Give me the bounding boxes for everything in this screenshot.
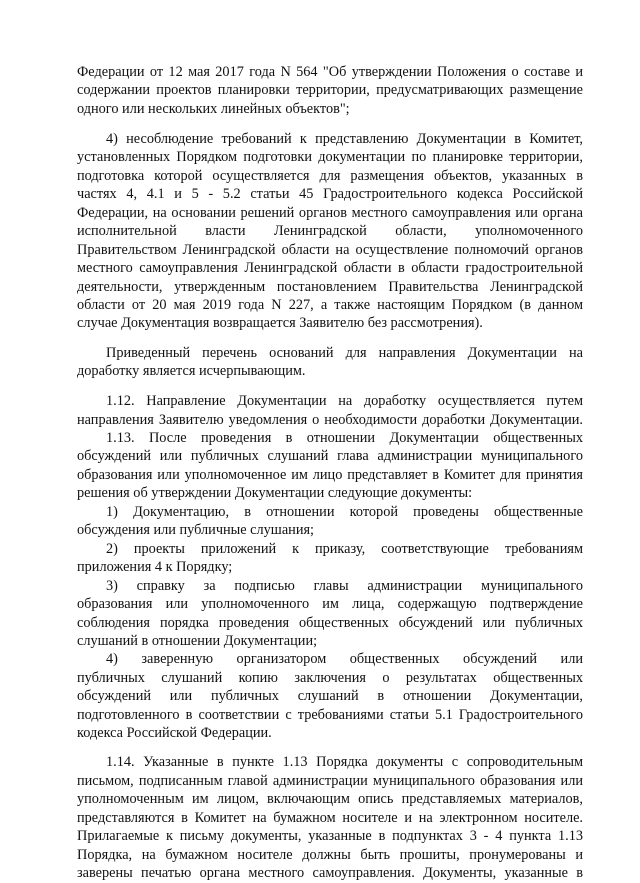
text-line: решения об утверждении Документации следующие документы: [77,485,473,501]
text-line: деятельности, утвержденным постановлением Правительства Ленинградской [77,279,583,295]
text-line: местного самоуправления Ленинградской области в области градостроительной [77,260,583,276]
text-line: случае Документация возвращается Заявителю без рассмотрения). [77,315,483,331]
text-line: Приведенный перечень оснований для направления Документации на [106,345,583,361]
text-line: установленных Порядком подготовки документации по планировке территории, [77,149,583,165]
text-line: 3) справку за подписью главы администрации муниципального [106,578,583,594]
text-line: 4) заверенную организатором общественных обсуждений или [106,651,583,667]
text-line: Федерации, на основании решений органов местного самоуправления или органа [77,205,583,221]
text-line: 4) несоблюдение требований к представлению Документации в Комитет, [106,131,583,147]
text-line: кодекса Российской Федерации. [77,725,272,741]
text-line: публичных слушаний копию заключения о результатах общественных [77,670,583,686]
text-line: Порядка, на бумажном носителе должны быть прошиты, пронумерованы и [77,847,583,863]
text-line: 1.12. Направление Документации на доработку осуществляется путем [106,393,583,409]
text-line: приложения 4 к Порядку; [77,559,233,575]
text-line: подготовка которой осуществляется для размещения объектов, указанных в [77,168,583,184]
text-line: Правительством Ленинградской области на осуществление полномочий органов [77,242,583,258]
text-line: уполномоченным им лицом, включающим опись представляемых материалов, [77,791,583,807]
text-line: исполнительной власти Ленинградской области, уполномоченного [77,223,583,239]
text-line: доработку является исчерпывающим. [77,363,306,379]
text-line: частях 4, 4.1 и 5 - 5.2 статьи 45 Градостроительного кодекса Российской [77,186,583,202]
text-line: 1) Документацию, в отношении которой проведены общественные [106,504,583,520]
text-line: подготовленного в соответствии с требованиями статьи 5.1 Градостроительного [77,707,583,723]
text-line: соблюдения порядка проведения общественных обсуждений или публичных [77,615,583,631]
text-line: 1.13. После проведения в отношении Документации общественных [106,430,583,446]
text-line: представляются в Комитет на бумажном носителе и на электронном носителе. [77,810,583,826]
text-line: образования или уполномоченного им лица, содержащую подтверждение [77,596,583,612]
text-line: 2) проекты приложений к приказу, соответствующие требованиям [106,541,583,557]
text-line: содержании проектов планировки территории, предусматривающих размещение [77,82,583,98]
text-line: области от 20 мая 2019 года N 227, а также настоящим Порядком (в данном [77,297,583,313]
text-line: письмом, подписанным главой администрации муниципального образования или [77,773,583,789]
text-line: обсуждения или публичные слушания; [77,522,315,538]
text-line: одного или нескольких линейных объектов"; [77,101,350,117]
text-line: 1.14. Указанные в пункте 1.13 Порядка документы с сопроводительным [106,754,583,770]
text-line: заверены печатью органа местного самоуправления. Документы, указанные в [77,865,583,881]
text-line: образования или уполномоченное им лицо представляет в Комитет для принятия [77,467,583,483]
text-line: обсуждений или публичных слушаний глава администрации муниципального [77,448,583,464]
text-line: Федерации от 12 мая 2017 года N 564 "Об утверждении Положения о составе и [77,64,583,80]
text-line: слушаний в отношении Документации; [77,633,318,649]
text-line: направления Заявителю уведомления о необходимости доработки Документации. [77,412,583,428]
text-line: обсуждений или публичных слушаний в отношении Документации, [77,688,583,704]
text-line: Прилагаемые к письму документы, указанные в подпунктах 3 - 4 пункта 1.13 [77,828,583,844]
